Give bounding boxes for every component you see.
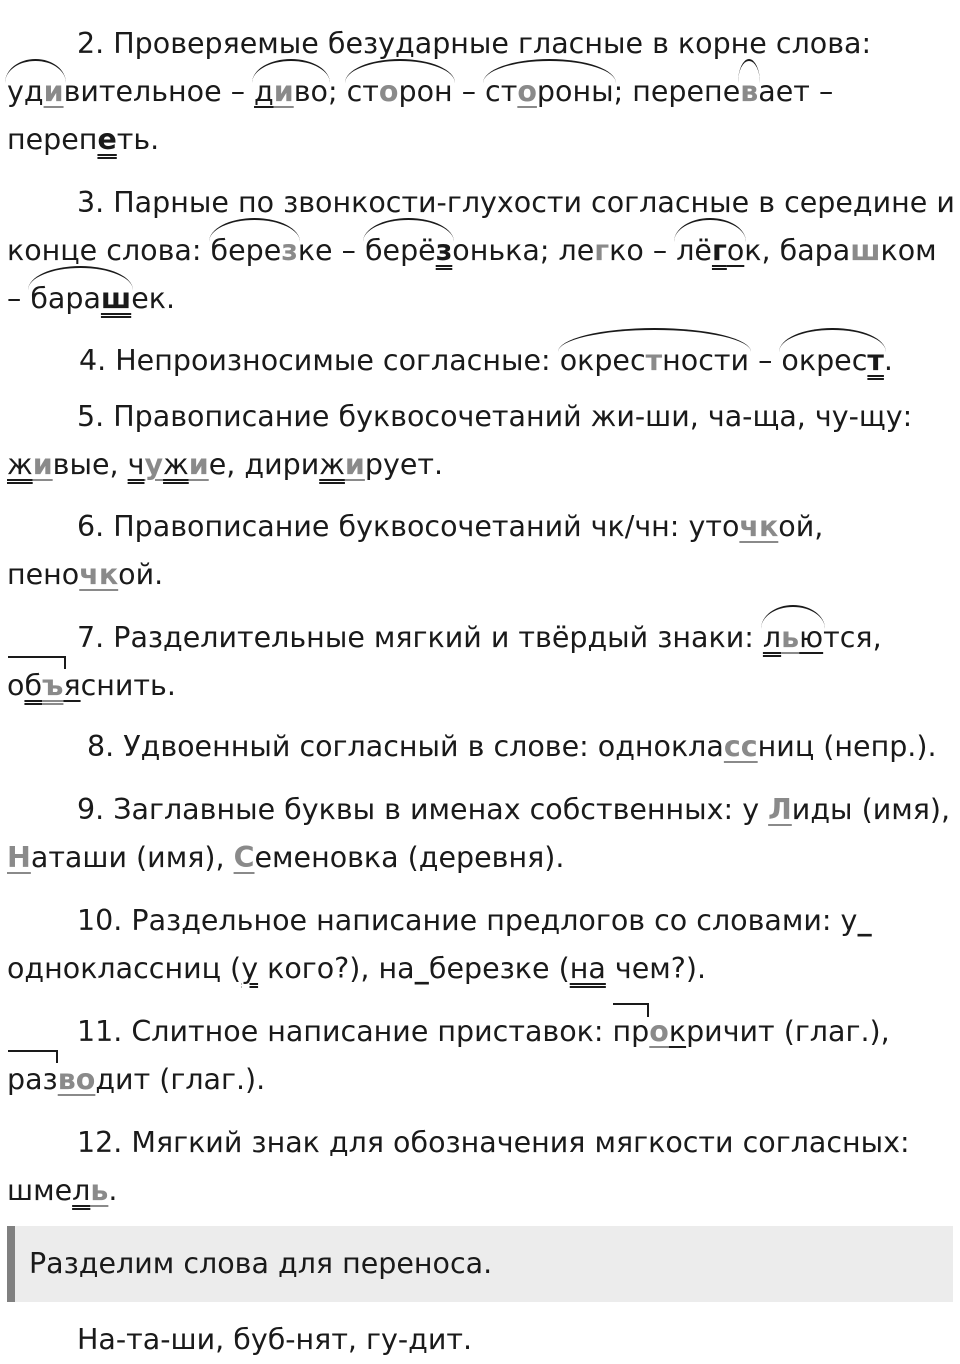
callout-text: Разделим слова для переноса. [29, 1247, 493, 1280]
rule-8: 8. Удвоенный согласный в слове: одноклассниц (непр.). [87, 730, 937, 763]
root-mark: бараш [30, 275, 131, 323]
rule-3-line-3: – барашек. [7, 275, 953, 323]
rule-5-line-1: 5. Правописание буквосочетаний жи-ши, ча-ща, чу-щу: [77, 400, 913, 433]
root-mark: берёз [365, 227, 452, 275]
rule-12-line-1: 12. Мягкий знак для обозначения мягкости согласных: [77, 1126, 910, 1159]
rule-3-line-2: конце слова: березке – берёзонька; легко – лёгок, барашком [7, 227, 953, 275]
rule-2-line-3: перепеть. [7, 123, 160, 156]
rule-7-line-1: 7. Разделительные мягкий и твёрдый знаки: льются, [7, 614, 960, 662]
root-mark: окрестности [560, 337, 749, 385]
root-mark: лью [763, 614, 823, 662]
rule-11-line-2: разводит (глаг.). [7, 1063, 266, 1096]
rule-4: 4. Непроизносимые согласные: окрестности – окрест. [7, 337, 960, 385]
root-mark: в [740, 68, 758, 116]
root-mark: окрест [781, 337, 883, 385]
rule-3-line-1: 3. Парные по звонкости-глухости согласные в середине и [77, 186, 955, 219]
rule-2-line-2: удивительное – диво; сторон – стороны; перепевает – [7, 68, 953, 116]
rule-10-line-1: 10. Раздельное написание предлогов со словами: у_ [77, 904, 872, 937]
rule-6-line-1: 6. Правописание буквосочетаний чк/чн: уточкой, [77, 510, 824, 543]
root-mark: берез [211, 227, 298, 275]
root-mark: сторон [347, 68, 453, 116]
rule-7-line-2: объяснить. [7, 669, 176, 702]
section-callout [7, 1226, 953, 1302]
rule-9-line-2: Наташи (имя), Семеновка (деревня). [7, 841, 565, 874]
rule-9-line-1: 9. Заглавные буквы в именах собственных: у Лиды (имя), [77, 793, 951, 826]
rule-10-line-2: одноклассниц (у кого?), на_березке (на чем?). [7, 952, 707, 985]
root-mark: лёго [676, 227, 744, 275]
hyphenation-answer: На-та-ши, буб-нят, гу-дит. [77, 1323, 473, 1356]
rule-2-line-1: 2. Проверяемые безударные гласные в корне слова: [77, 27, 872, 60]
rule-12-line-2: шмель. [7, 1174, 118, 1207]
root-mark: стороны [485, 68, 614, 116]
rule-5-line-2: живые, чужие, дирижирует. [7, 448, 444, 481]
root-mark: диво [254, 68, 328, 116]
rule-11-line-1: 11. Слитное написание приставок: прокричит (глаг.), [7, 1008, 960, 1056]
rule-6-line-2: пеночкой. [7, 558, 164, 591]
prefix-mark: пр [613, 1008, 650, 1056]
root-mark: уди [7, 68, 64, 116]
